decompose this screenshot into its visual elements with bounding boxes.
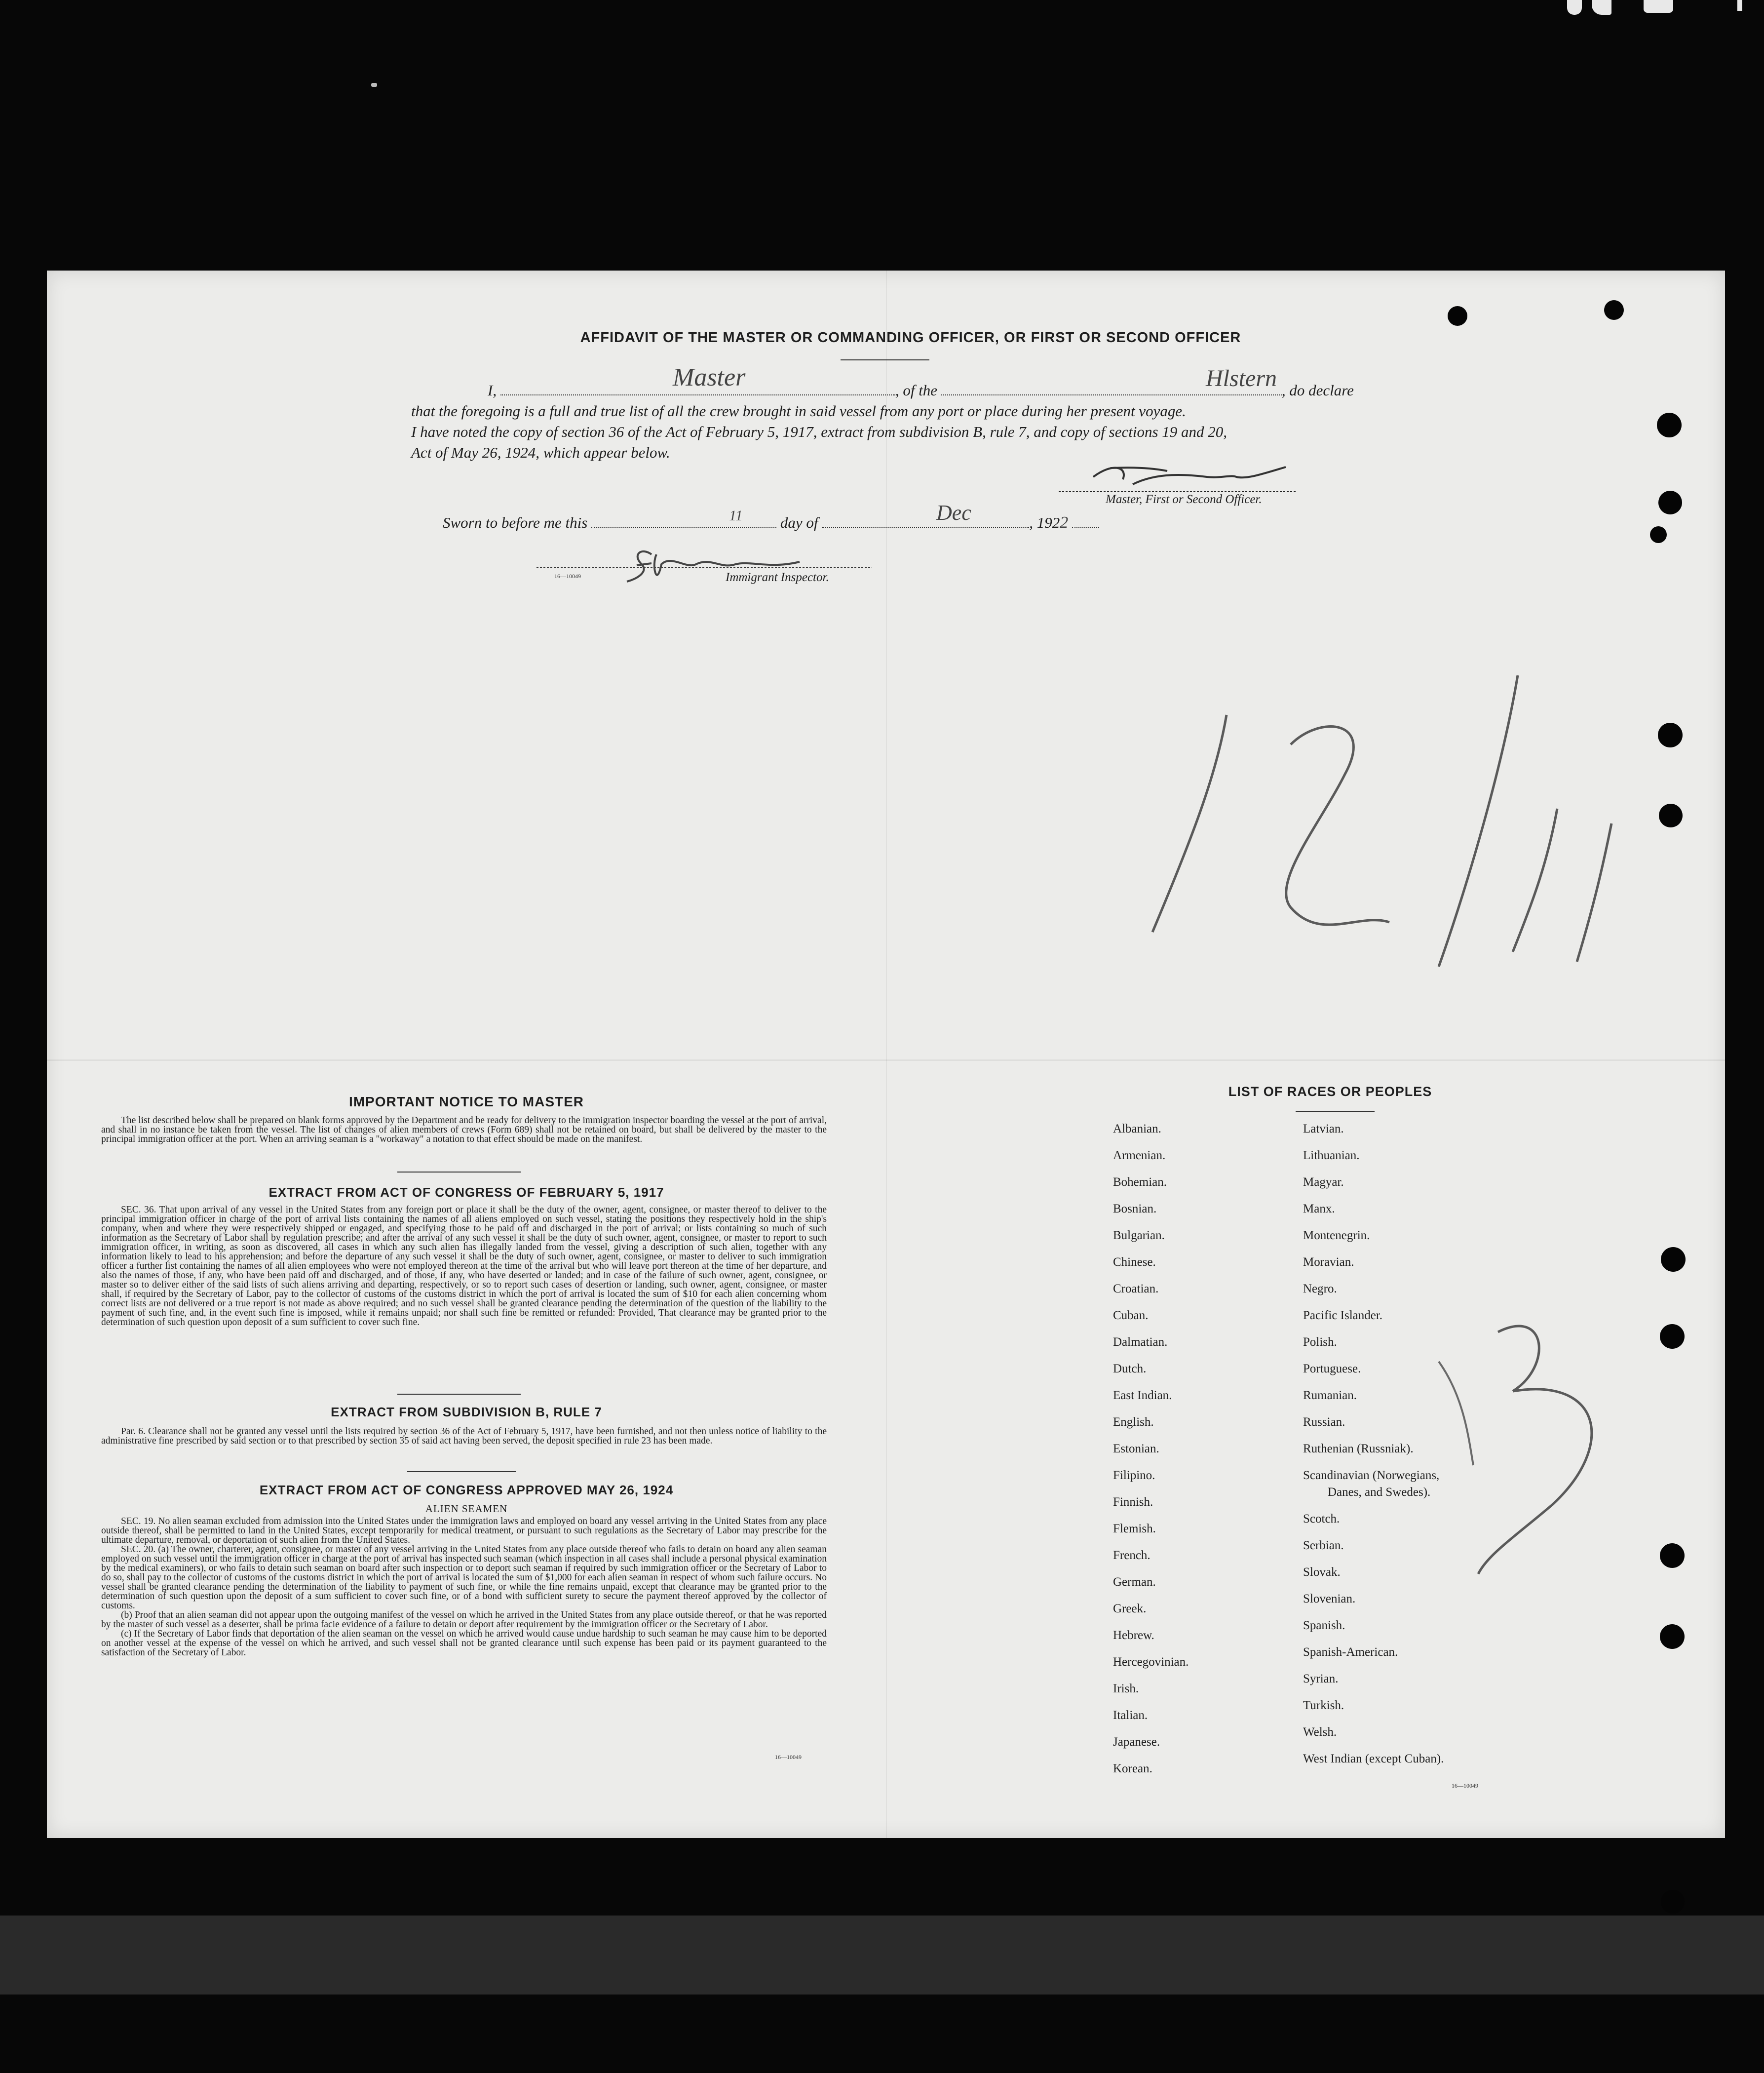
races-column-2 (1303, 1116, 1444, 1772)
vertical-fold (886, 271, 887, 1838)
sworn-year-field (1072, 514, 1099, 528)
handwritten-vessel: Hlstern (1206, 365, 1277, 391)
punch-hole (1661, 1247, 1686, 1272)
inspector-signature (622, 535, 809, 594)
sworn-year-prefix: , 192 (1029, 514, 1060, 531)
title-rule (841, 359, 929, 360)
race-item: Bulgarian. (1113, 1229, 1165, 1242)
race-item: French. (1113, 1549, 1150, 1562)
race-item: Italian. (1113, 1709, 1148, 1722)
race-item: Scotch. (1303, 1512, 1340, 1525)
film-edge-mark (1644, 0, 1673, 13)
sec-20b-text: (b) Proof that an alien seaman did not appear upon the outgoing manifest of the vessel on which he arrived in the United States from any place outside thereof, or that he was reported by the master of such vessel as a deserter, shall be prima facie evidence of a failure to detain or deport after requirement by the immigration officer or the Secretary of Labor. (101, 1610, 827, 1630)
race-item: Manx. (1303, 1202, 1335, 1215)
race-item: Spanish-American. (1303, 1645, 1398, 1659)
punch-hole (1660, 1324, 1685, 1349)
race-item: Russian. (1303, 1415, 1345, 1429)
race-item: Danes, and Swedes). (1328, 1486, 1431, 1499)
race-item: Rumanian. (1303, 1389, 1357, 1402)
race-item: Finnish. (1113, 1495, 1153, 1509)
punch-hole (1604, 300, 1624, 320)
subdivision-b-title: EXTRACT FROM SUBDIVISION B, RULE 7 (331, 1405, 602, 1419)
divider (397, 1394, 521, 1395)
declaration-i: I, (488, 382, 497, 399)
race-item: Pacific Islander. (1303, 1309, 1383, 1322)
sworn-prefix: Sworn to before me this (443, 514, 588, 531)
race-item: Hebrew. (1113, 1629, 1154, 1642)
race-item: Magyar. (1303, 1175, 1344, 1189)
race-item: Flemish. (1113, 1522, 1156, 1535)
declaration-line-4: Act of May 26, 1924, which appear below. (411, 444, 670, 461)
race-item: Polish. (1303, 1335, 1337, 1349)
race-item: Serbian. (1303, 1539, 1344, 1552)
race-item: Dutch. (1113, 1362, 1147, 1375)
declaration-line-2: that the foregoing is a full and true list of all the crew brought in said vessel from any port or place during her present voyage. (411, 402, 1186, 420)
race-item: Syrian. (1303, 1672, 1339, 1685)
race-item: Scandinavian (Norwegians, (1303, 1469, 1440, 1482)
race-item: English. (1113, 1415, 1154, 1429)
race-item: Albanian. (1113, 1122, 1161, 1135)
race-item: Montenegrin. (1303, 1229, 1370, 1242)
race-item: Korean. (1113, 1762, 1152, 1775)
race-item: Spanish. (1303, 1619, 1345, 1632)
sworn-day-field (591, 514, 776, 528)
sworn-line (443, 501, 1183, 533)
races-column-1 (1113, 1116, 1189, 1782)
sworn-day-of: day of (780, 514, 818, 531)
race-item: Lithuanian. (1303, 1149, 1360, 1162)
declaration-do-declare: , do declare (1281, 382, 1354, 399)
punch-hole (1650, 526, 1667, 543)
race-item: Bohemian. (1113, 1175, 1167, 1189)
handwritten-master: Master (673, 363, 746, 391)
declaration-block (411, 363, 1379, 463)
race-item: Portuguese. (1303, 1362, 1361, 1375)
race-item: Turkish. (1303, 1699, 1344, 1712)
notice-text: The list described below shall be prepared on blank forms approved by the Department and be ready for delivery to the immigration inspector boarding the vessel at the port of arrival, and shall in no instance be taken from the vessel. The list of changes of alien members of crews (Form 689) shall not be retained on board, but shall be delivered by the master to the principal immigration officer at the port. When an arriving seaman is a "workaway" a notation to that effect should be made on the manifest. (101, 1115, 827, 1144)
subdivision-b-text: Par. 6. Clearance shall not be granted any vessel until the lists required by section 36 of the Act of February 5, 1917, have been furnished, and not then unless notice of liability to the administrative fine prescribed by said section or to that prescribed by section 35 of said act having been served, the deposit specified in rule 23 has been made. (101, 1426, 827, 1446)
divider (407, 1471, 516, 1472)
manifest-back-page (47, 271, 1725, 1838)
race-item: Latvian. (1303, 1122, 1344, 1135)
sec-20c-text: (c) If the Secretary of Labor finds that deportation of the alien seaman on the vessel on which he arrived would cause undue hardship to such seaman he may cause him to be deported on another vessel at the expense of the vessel on which he arrived, and such vessel shall not be granted clearance until such expense has been paid or its payment guaranteed to the satisfaction of the Secretary of Labor. (101, 1629, 827, 1658)
race-item: West Indian (except Cuban). (1303, 1752, 1444, 1765)
race-item: Slovenian. (1303, 1592, 1356, 1605)
affidavit-title: AFFIDAVIT OF THE MASTER OR COMMANDING OFFICER, OR FIRST OR SECOND OFFICER (580, 330, 1241, 346)
inspector-form-number: 16—10049 (554, 573, 581, 580)
declaration-line-3: I have noted the copy of section 36 of the Act of February 5, 1917, extract from subdivision B, rule 7, and copy of sections 19 and 20, (411, 423, 1227, 440)
race-item: East Indian. (1113, 1389, 1172, 1402)
film-bottom-band (0, 1916, 1764, 1995)
race-item: Bosnian. (1113, 1202, 1157, 1215)
punch-hole (1448, 306, 1467, 326)
punch-hole (1660, 1543, 1685, 1568)
sworn-month-field (822, 514, 1029, 528)
declaration-of-the: , of the (895, 382, 938, 399)
race-item: Ruthenian (Russniak). (1303, 1442, 1414, 1455)
race-item: Croatian. (1113, 1282, 1159, 1295)
race-item: Filipino. (1113, 1469, 1155, 1482)
film-edge-mark (1567, 0, 1582, 15)
extract-1924-body (101, 1517, 827, 1657)
extract-1924-title: EXTRACT FROM ACT OF CONGRESS APPROVED MAY 26, 1924 (259, 1483, 674, 1497)
handwritten-year-digit: 2 (1060, 513, 1069, 532)
race-item: Chinese. (1113, 1255, 1156, 1269)
sec-19-text: SEC. 19. No alien seaman excluded from admission into the United States under the immigration laws and employed on board any vessel arriving in the United States from any place outside thereof, shall be permitted to land in the United States, except temporarily for medical treatment, or pursuant to such regulations as the Secretary of Labor may prescribe for the ultimate departure, removal, or deportation of such alien from the United States. (101, 1516, 827, 1545)
races-title: LIST OF RACES OR PEOPLES (1228, 1084, 1432, 1099)
sec-20a-text: SEC. 20. (a) The owner, charterer, agent, consignee, or master of any vessel arriving in the United States from any place outside thereof who fails to detain on board any alien seaman employed on such vessel until the immigration officer in charge at the port of arrival has inspected such seaman (which inspection in all cases shall include a personal physical examination by the medical examiners), or who fails to detain such seaman on board after such inspection or to deport such seaman if required by such immigration officer or the Secretary of Labor to do so, shall pay to the collector of customs of the customs district in which the port of arrival is located the sum of $1,000 for each alien seaman in respect of whom such failure occurs. No vessel shall be granted clearance pending the determination of the liability to payment of such fine, or while the fine remains unpaid, except that clearance may be granted prior to the determination of such question upon the deposit of a sum sufficient to cover such fine, or of a bond with sufficient surety to secure the payment thereof approved by the collector of customs. (101, 1544, 827, 1611)
film-edge-mark (1737, 0, 1742, 11)
races-form-number: 16—10049 (1452, 1782, 1478, 1789)
race-item: Estonian. (1113, 1442, 1159, 1455)
punch-hole (1660, 1624, 1685, 1649)
extract-1917-text: SEC. 36. That upon arrival of any vessel in the United States from any foreign port or place it shall be the duty of the owner, agent, consignee, or master thereof to deliver to the principal immigration officer in charge of the port of arrival lists containing the names of all aliens employed on such vessel, stating the positions they respectively hold in the ship's company, when and where they were respectively shipped or engaged, and specifying those to be paid off and discharged in the port of arrival; or lists containing so much of such information as the Secretary of Labor shall by regulation prescribe; and after the arrival of any such vessel it shall be the duty of such owner, agent, consignee, or master to report to such immigration officer, in writing, as soon as discovered, all cases in which any such alien has illegally landed from the vessel, giving a description of such alien, together with any information likely to lead to his apprehension; and before the departure of any such vessel it shall be the duty of such owner, agent, consignee, or master to deliver to such immigration officer a further list containing the names of all alien employees who were not employed thereon at the time of the arrival but who will leave port thereon at the time of her departure, and also the names of those, if any, who have been paid off and discharged, and of those, if any, who have deserted or landed; and in case of the failure of such owner, agent, consignee, or master so to deliver either of the said lists of such aliens arriving and departing, respectively, or so to report such cases of desertion or landing, such owner, agent, consignee, or master shall, if required by the Secretary of Labor, pay to the collector of customs of the customs district in which the port of arrival is located the sum of $10 for each alien concerning whom correct lists are not delivered or a true report is not made as above required; and no such vessel shall be granted clearance pending the determination of the question of the liability to the payment of such fine, and, in the event such fine is imposed, while it remains unpaid; nor shall such fine be remitted or refunded: Provided, That clearance may be granted prior to the determination of such question upon deposit of a sum sufficient to cover such fine. (101, 1205, 827, 1328)
race-item: Dalmatian. (1113, 1335, 1168, 1349)
race-item: Armenian. (1113, 1149, 1166, 1162)
handwritten-month: Dec (936, 501, 971, 525)
declaration-line-1 (411, 363, 1379, 401)
race-item: Moravian. (1303, 1255, 1354, 1269)
pencil-date-mark (1113, 675, 1695, 1031)
races-title-rule (1296, 1111, 1375, 1112)
extract-1917-title: EXTRACT FROM ACT OF CONGRESS OF FEBRUARY 5, 1917 (268, 1185, 664, 1200)
film-speck (371, 83, 377, 87)
divider (397, 1172, 521, 1173)
inspector-caption: Immigrant Inspector. (726, 571, 829, 584)
master-caption: Master, First or Second Officer. (1106, 493, 1262, 506)
master-signature (1059, 457, 1296, 497)
extract-form-number: 16—10049 (775, 1754, 802, 1760)
punch-hole (1658, 491, 1682, 514)
punch-hole (1661, 1890, 1685, 1914)
handwritten-day: 11 (729, 508, 743, 524)
film-edge-mark (1592, 0, 1611, 15)
race-item: Welsh. (1303, 1725, 1337, 1739)
race-item: German. (1113, 1575, 1156, 1589)
race-item: Negro. (1303, 1282, 1337, 1295)
race-item: Slovak. (1303, 1565, 1341, 1579)
punch-hole (1657, 413, 1682, 437)
race-item: Greek. (1113, 1602, 1147, 1615)
alien-seamen-subtitle: ALIEN SEAMEN (425, 1503, 508, 1515)
race-item: Cuban. (1113, 1309, 1149, 1322)
race-item: Hercegovinian. (1113, 1655, 1189, 1669)
race-item: Irish. (1113, 1682, 1139, 1695)
notice-title: IMPORTANT NOTICE TO MASTER (348, 1094, 584, 1109)
race-item: Japanese. (1113, 1735, 1160, 1749)
